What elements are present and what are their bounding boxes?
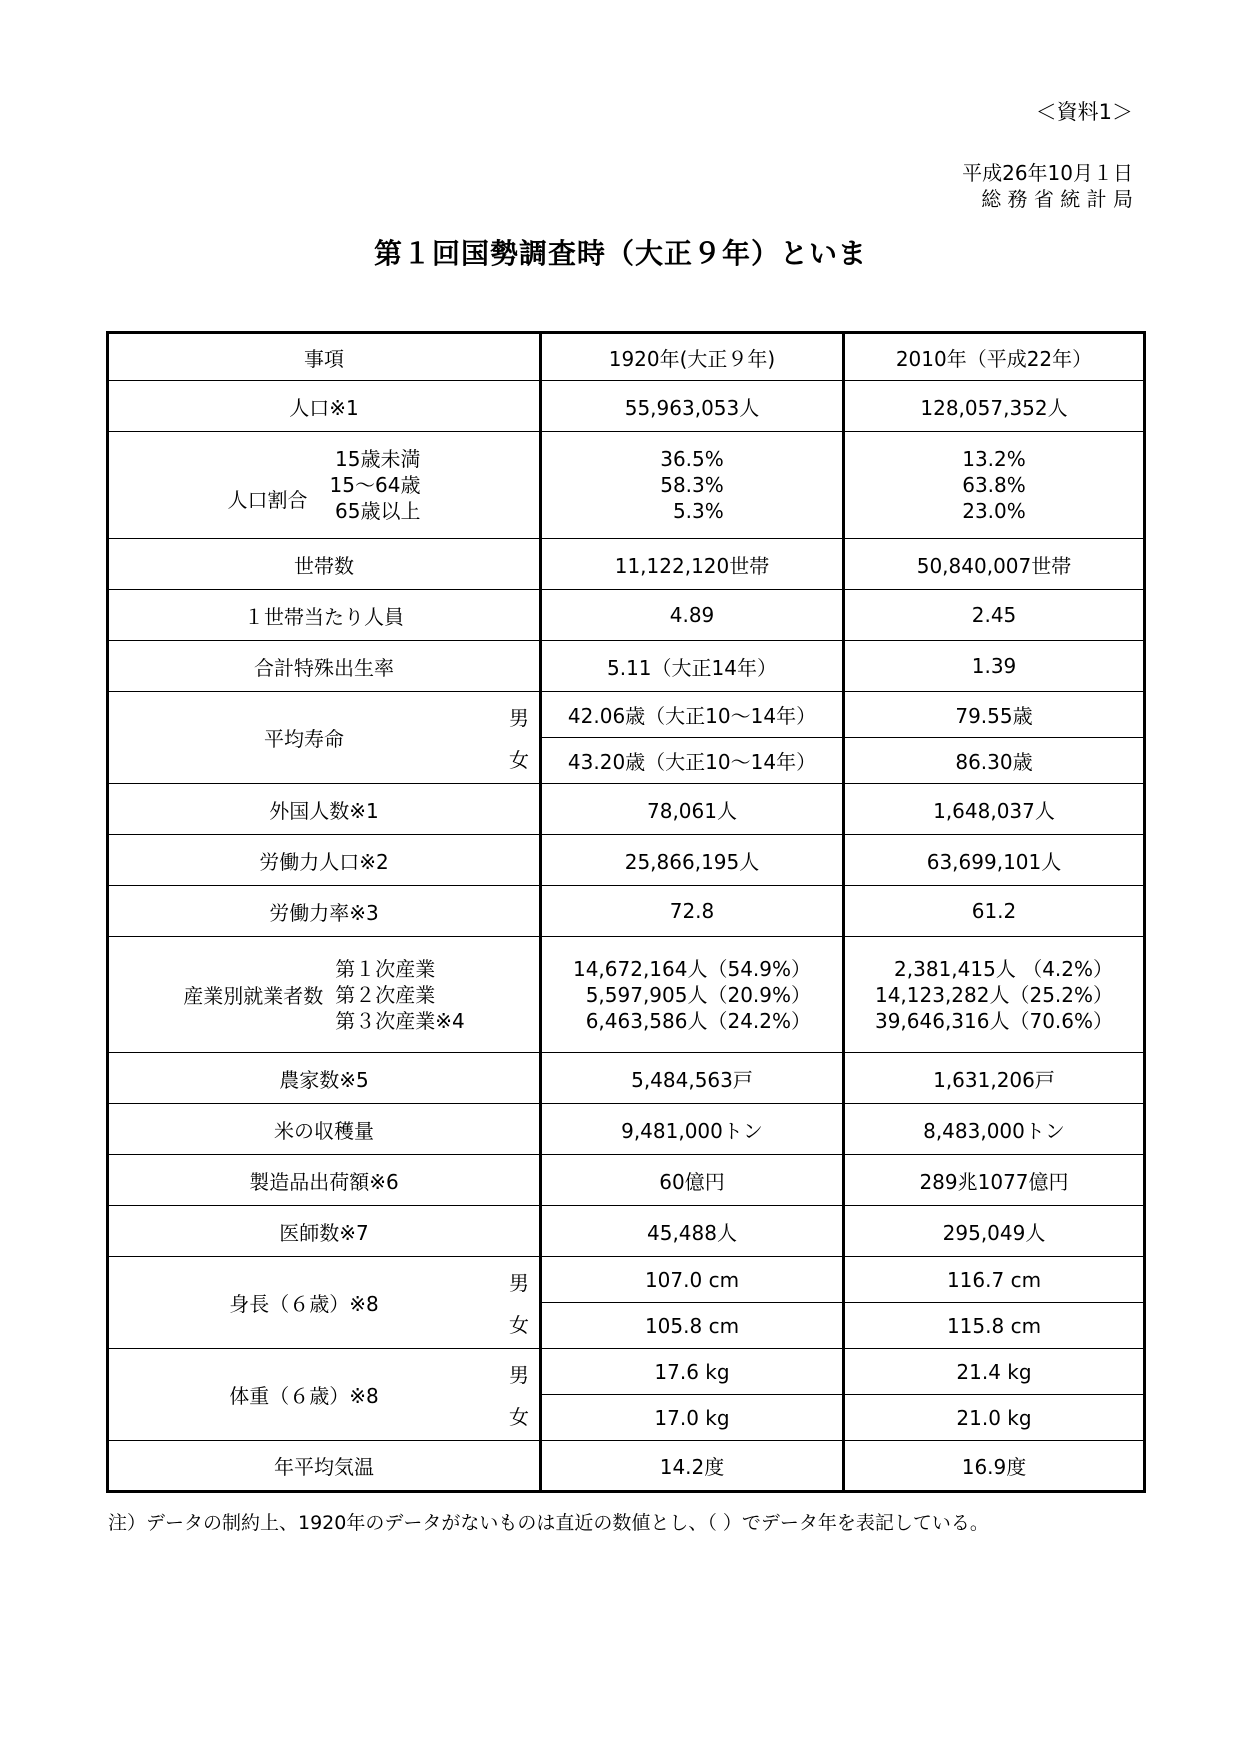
row-label-group [108, 937, 541, 1053]
value-2010: 50,840,007世帯 [844, 539, 1145, 590]
table-row [108, 886, 1145, 937]
sub-label: 65歳以上 [335, 499, 421, 523]
page-title: 第１回国勢調査時（大正９年）といま [373, 237, 867, 270]
value-2010: 63,699,101人 [844, 835, 1145, 886]
value-2010: 21.0 kg [844, 1395, 1145, 1441]
table-row [108, 1155, 1145, 1206]
row-label: 医師数※7 [108, 1206, 541, 1257]
row-label: 外国人数※1 [108, 784, 541, 835]
female-label: 女 [509, 1313, 529, 1337]
row-label-group [108, 432, 541, 539]
value-2010: 128,057,352人 [844, 381, 1145, 432]
value-1920-group [541, 432, 844, 539]
issuer-line: 総 務 省 統 計 局 [981, 187, 1133, 211]
value-1920: 9,481,000トン [541, 1104, 844, 1155]
sub-label: 第３次産業※4 [335, 1008, 465, 1033]
row-label: 産業別就業者数 [183, 984, 324, 1008]
value-2010: 1,648,037人 [844, 784, 1145, 835]
female-label: 女 [509, 748, 529, 772]
value-1920: 6,463,586人（24.2%） [585, 1008, 812, 1033]
value-1920: 4.89 [541, 590, 844, 641]
value-2010: 21.4 kg [844, 1349, 1145, 1395]
header-item: 事項 [108, 333, 541, 381]
row-label: 年平均気温 [108, 1441, 541, 1492]
table-row [108, 835, 1145, 886]
value-1920: 5.11（大正14年） [541, 641, 844, 692]
value-1920: 17.6 kg [541, 1349, 844, 1395]
table-row [108, 1257, 1145, 1303]
value-1920: 78,061人 [541, 784, 844, 835]
value-1920: 107.0 cm [541, 1257, 844, 1303]
row-label-group [108, 1349, 541, 1441]
value-2010: 39,646,316人（70.6%） [874, 1008, 1114, 1033]
row-label-group [108, 1257, 541, 1349]
value-2010: 289兆1077億円 [844, 1155, 1145, 1206]
value-2010: 14,123,282人（25.2%） [874, 982, 1114, 1007]
value-1920: 5.3% [672, 499, 724, 523]
value-1920: 17.0 kg [541, 1395, 844, 1441]
footnote: 注）データの制約上、1920年のデータがないものは直近の数値とし、（ ）でデータ年を表記している。 [108, 1512, 989, 1534]
table-row [108, 590, 1145, 641]
value-1920: 105.8 cm [541, 1303, 844, 1349]
table-row [108, 432, 1145, 539]
row-label: 製造品出荷額※6 [108, 1155, 541, 1206]
value-1920: 60億円 [541, 1155, 844, 1206]
value-1920: 5,597,905人（20.9%） [585, 982, 812, 1007]
row-label: 体重（６歳）※8 [229, 1384, 379, 1408]
row-label: 世帯数 [108, 539, 541, 590]
date-line: 平成26年10月１日 [962, 161, 1133, 185]
value-1920: 42.06歳（大正10～14年） [541, 692, 844, 738]
value-2010: 16.9度 [844, 1441, 1145, 1492]
sub-label: 第１次産業 [335, 956, 436, 981]
value-2010: 13.2% [962, 447, 1026, 471]
value-2010: 63.8% [962, 473, 1026, 497]
value-1920: 55,963,053人 [541, 381, 844, 432]
header-row [108, 333, 1145, 381]
value-2010: 115.8 cm [844, 1303, 1145, 1349]
sub-label: 15～64歳 [329, 473, 421, 497]
value-2010: 295,049人 [844, 1206, 1145, 1257]
row-label: １世帯当たり人員 [108, 590, 541, 641]
value-1920: 14,672,164人（54.9%） [572, 956, 812, 981]
row-label: 労働力人口※2 [108, 835, 541, 886]
table-row [108, 1441, 1145, 1492]
table-row [108, 641, 1145, 692]
table-row [108, 1349, 1145, 1395]
value-1920: 25,866,195人 [541, 835, 844, 886]
female-label: 女 [509, 1405, 529, 1429]
value-1920: 14.2度 [541, 1441, 844, 1492]
document-label: ＜資料1＞ [1035, 100, 1133, 124]
table-row [108, 381, 1145, 432]
row-label: 合計特殊出生率 [108, 641, 541, 692]
row-label: 労働力率※3 [108, 886, 541, 937]
value-1920: 11,122,120世帯 [541, 539, 844, 590]
value-1920: 58.3% [660, 473, 724, 497]
table-row [108, 937, 1145, 1053]
row-label: 米の収穫量 [108, 1104, 541, 1155]
value-1920-group [541, 937, 844, 1053]
value-2010: 2,381,415人 （4.2%） [894, 956, 1114, 981]
value-2010: 79.55歳 [844, 692, 1145, 738]
value-1920: 43.20歳（大正10～14年） [541, 738, 844, 784]
header-2010: 2010年（平成22年） [844, 333, 1145, 381]
row-label: 農家数※5 [108, 1053, 541, 1104]
value-2010-group [844, 937, 1145, 1053]
table-row [108, 1104, 1145, 1155]
sub-label: 15歳未満 [335, 447, 421, 471]
male-label: 男 [509, 1271, 529, 1295]
table-row [108, 1053, 1145, 1104]
value-2010: 1,631,206戸 [844, 1053, 1145, 1104]
sub-label: 第２次産業 [335, 982, 436, 1007]
value-2010-group [844, 432, 1145, 539]
table-row [108, 692, 1145, 738]
value-2010: 1.39 [844, 641, 1145, 692]
value-2010: 2.45 [844, 590, 1145, 641]
male-label: 男 [509, 1363, 529, 1387]
table-row [108, 784, 1145, 835]
value-1920: 5,484,563戸 [541, 1053, 844, 1104]
value-2010: 23.0% [962, 499, 1026, 523]
row-label: 人口割合 [227, 487, 308, 512]
value-2010: 8,483,000トン [844, 1104, 1145, 1155]
row-label: 身長（６歳）※8 [229, 1292, 379, 1316]
table-row [108, 539, 1145, 590]
row-label: 人口※1 [108, 381, 541, 432]
value-2010: 116.7 cm [844, 1257, 1145, 1303]
male-label: 男 [509, 706, 529, 730]
value-2010: 86.30歳 [844, 738, 1145, 784]
value-1920: 45,488人 [541, 1206, 844, 1257]
issue-date [962, 160, 1133, 212]
row-label-group [108, 692, 541, 784]
value-2010: 61.2 [844, 886, 1145, 937]
row-label: 平均寿命 [264, 727, 344, 751]
table-row [108, 1206, 1145, 1257]
value-1920: 36.5% [660, 447, 724, 471]
value-1920: 72.8 [541, 886, 844, 937]
comparison-table [106, 331, 1146, 1493]
header-1920: 1920年(大正９年) [541, 333, 844, 381]
